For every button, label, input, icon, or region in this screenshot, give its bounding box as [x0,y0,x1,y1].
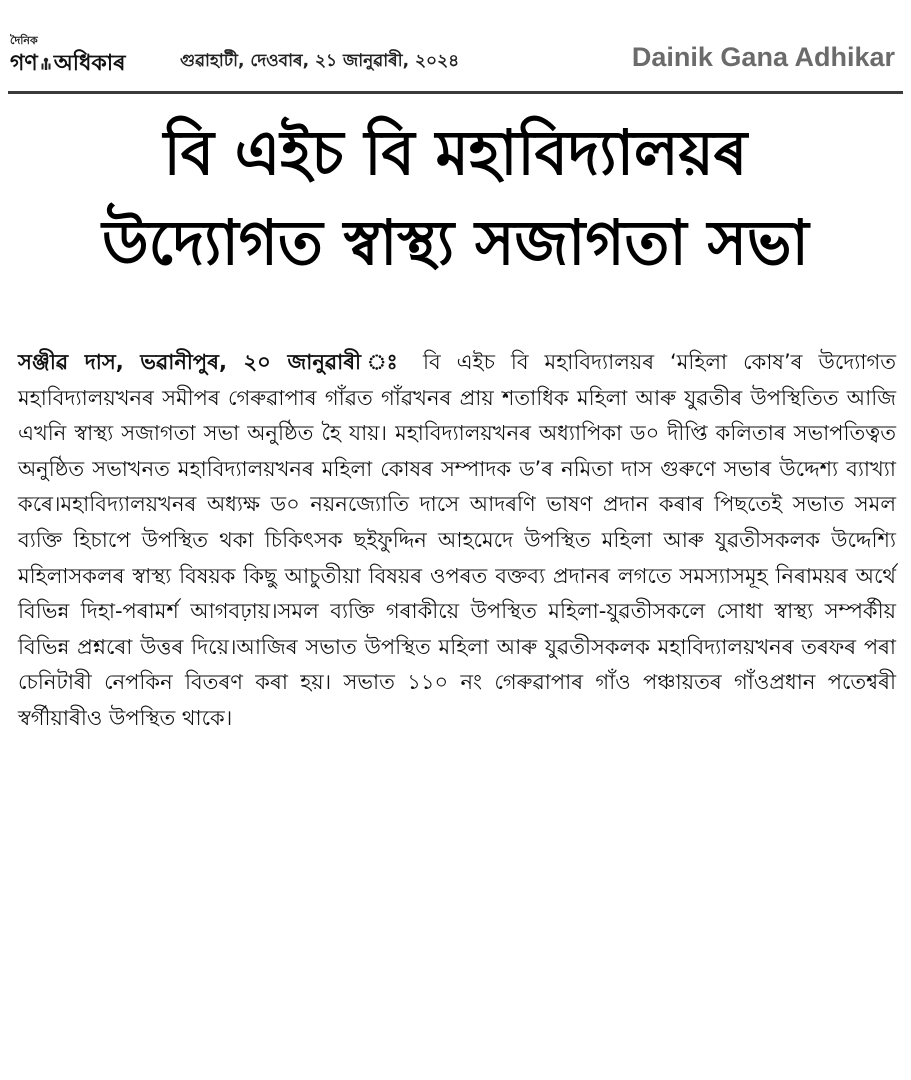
logo-right-text: অধিকাৰ [53,51,126,76]
newspaper-logo [10,28,180,88]
logo-small-text: দৈনিক [10,34,38,47]
logo-left-text: গণ [10,51,38,76]
headline-line-1: বি এইচ বি মহাবিদ্যালয়ৰ [163,116,748,189]
article-body [18,345,896,737]
article-text: বি এইচ বি মহাবিদ্যালয়ৰ ‘মহিলা কোষ’ৰ উদ্যোগত মহাবিদ্যালয়খনৰ সমীপৰ গেৰুৱাপাৰ গাঁৱত গাঁৱখনৰ প্ৰায় শতাধিক মহিলা আৰু যুৱতীৰ উপস্থিতিত আজি এখনি স্বাস্থ্য সজাগতা সভা অনুষ্ঠিত হৈ যায়। মহাবিদ্যালয়খনৰ অধ্যাপিকা ড০ দীপ্তি কলিতাৰ সভাপতিত্বত অনুষ্ঠিত সভাখনত মহাবিদ্যালয়খনৰ মহিলা কোষৰ সম্পাদক ড’ৰ নমিতা দাস গুৰুণে সভাৰ উদ্দেশ্য ব্যাখ্যা কৰে।মহাবিদ্যালয়খনৰ অধ্যক্ষ ড০ নয়নজ্যোতি দাসে আদৰণি ভাষণ প্ৰদান কৰাৰ পিছতেই সভাত সমল ব্যক্তি হিচাপে উপস্থিত থকা চিকিৎসক ছইফুদ্দিন আহমেদে উপস্থিত মহিলা আৰু যুৱতীসকলক উদ্দেশ্যি মহিলাসকলৰ স্বাস্থ্য বিষয়ক কিছু আচুতীয়া বিষয়ৰ ওপৰত বক্তব্য প্ৰদানৰ লগতে সমস্যাসমূহ নিৰাময়ৰ অৰ্থে বিভিন্ন দিহা-পৰামৰ্শ আগবঢ়ায়।সমল ব্যক্তি গৰাকীয়ে উপস্থিত মহিলা-যুৱতীসকলে সোধা স্বাস্থ্য সম্পৰ্কীয় বিভিন্ন প্ৰশ্নৰো উত্তৰ দিয়ে।আজিৰ সভাত উপস্থিত মহিলা আৰু যুৱতীসকলক মহাবিদ্যালয়খনৰ তৰফৰ পৰা চেনিটাৰী নেপকিন বিতৰণ কৰা হয়। সভাত ১১০ নং গেৰুৱাপাৰ গাঁও পঞ্চায়তৰ গাঁওপ্ৰধান পতেশ্বৰী স্বৰ্গীয়াৰীও উপস্থিত থাকে। [18,350,896,730]
logo-main-text [10,46,126,83]
headline [8,108,903,288]
paper-name: Dainik Gana Adhikar [631,42,895,72]
headline-line-2: উদ্যোগত স্বাস্থ্য সজাগতা সভা [102,206,809,279]
dateline: গুৱাহাটী, দেওবাৰ, ২১ জানুৱাৰী, ২০২৪ [180,51,460,71]
emblem-icon [40,56,52,72]
article-byline: সঞ্জীৱ দাস, ভৱানীপুৰ, ২০ জানুৱাৰী ঃ [18,350,408,374]
masthead [8,18,903,94]
